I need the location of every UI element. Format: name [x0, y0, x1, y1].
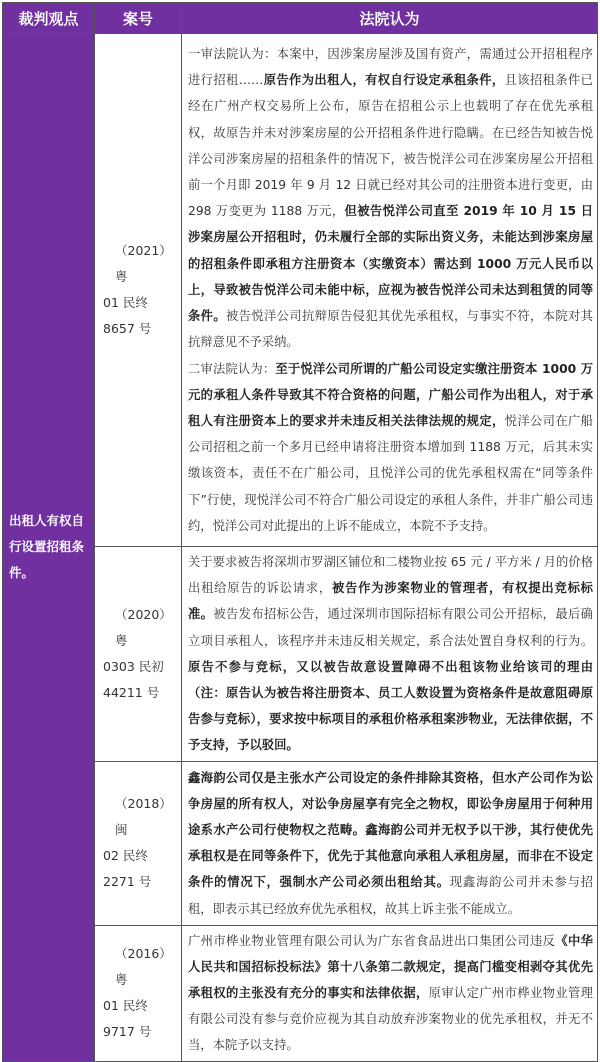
- table-row: [3, 34, 598, 547]
- case-number-cell: [95, 925, 182, 1061]
- case-line: （2020）粤: [115, 606, 172, 648]
- case-line: 8657 号: [103, 321, 152, 336]
- opinion-text: 现鑫海韵公司并未参与招租，即表示其已经放弃优先承租权，故其上诉主张不能成立。: [188, 875, 593, 916]
- case-line: 01 民终: [103, 998, 148, 1014]
- opinion-cell: [182, 547, 598, 762]
- judgment-table: [2, 2, 598, 1062]
- viewpoint-text: 出租人有权自行设置招租条件。: [9, 513, 85, 581]
- opinion-cell: [182, 34, 598, 547]
- case-line: 9717 号: [103, 1024, 152, 1040]
- opinion-text: 二审法院认为：: [188, 361, 276, 376]
- opinion-text: 一审法院认为：本案中，因涉案房屋涉及国有资产，需通过公开招租程序进行招租……: [188, 47, 593, 88]
- case-line: 44211 号: [103, 684, 160, 700]
- opinion-emphasis-text: 至于悦洋公司所谓的广船公司设定实缴注册资本 1000 万元的承租人条件导致其不符合资格的问题，广船公司作为出租人，对于承租人有注册资本上的要求并未违反相关法律法规的规定，: [188, 361, 593, 428]
- opinion-emphasis-text: 原告作为出租人，有权自行设定承租条件，: [263, 73, 505, 88]
- case-line: 02 民终: [103, 848, 148, 864]
- opinion-text: 悦洋公司在广船公司招租之前一个多月已经申请将注册资本增加到 1188 万元，后其未实缴该资本，责任不在广船公司，且悦洋公司的优先承租权需在“同等条件下”行使，现悦洋公司不符合广船公司设定的承租人条件，并非广船公司违约，悦洋公司对此提出的上诉不能成立，本院不予支持。: [188, 413, 593, 533]
- case-line: （2016）粤: [115, 946, 172, 988]
- table-header-row: [3, 3, 598, 34]
- opinion-cell: [182, 925, 598, 1061]
- viewpoint-cell: [3, 34, 95, 1062]
- case-line: （2021）粤: [115, 243, 172, 284]
- opinion-text: 原审认定广州市桦业物业管理有限公司没有参与竞价应视为其自动放弃涉案物业的优先承租权，并无不当，本院予以支持。: [188, 986, 593, 1053]
- header-court-opinion: 法院认为: [182, 3, 598, 34]
- case-number-cell: [95, 761, 182, 925]
- opinion-text: 被告发布招标公告，通过深圳市国际招标有限公司公开招标，最后确立项目承租人，该程序并未违反相关规定，系合法处置自身权利的行为。: [188, 607, 593, 648]
- opinion-emphasis-text: 被告作为涉案物业的管理者，有权提出竞标标准。: [188, 581, 593, 622]
- opinion-text: 广州市桦业物业管理有限公司认为广东省食品进出口集团公司违反: [188, 933, 556, 948]
- opinion-emphasis-text: 原告不参与竞标，又以被告故意设置障碍不出租该物业给该司的理由（注：原告认为被告将注册资本、员工人数设置为资格条件是故意阻碍原告参与竞标），要求按中标项目的承租价格承租案涉物业，无法律依据，不予支持，予以驳回。: [188, 659, 593, 753]
- case-line: 01 民终: [103, 295, 148, 310]
- opinion-emphasis-text: 鑫海韵公司仅是主张水产公司设定的条件排除其资格，但水产公司作为讼争房屋的所有权人，对讼争房屋享有完全之物权，即讼争房屋用于何种用途系水产公司行使物权之范畴。鑫海韵公司并无权予以干涉，其行使优先承租权是在同等条件下，优先于其他意向承租人承租房屋，而非在不设定条件的情况下，强制水产公司必须出租给其。: [188, 770, 593, 890]
- case-line: 0303 民初: [103, 658, 164, 674]
- header-case-number: 案号: [95, 3, 182, 34]
- opinion-text: 且该招租条件已经在广州产权交易所上公布，原告在招租公示上也载明了存在优先承租权，故原告并未对涉案房屋的公开招租条件进行隐瞒。在已经告知被告悦洋公司涉案房屋的招租条件的情况下，被告悦洋公司在涉案房屋公开招租前一个月即 2019 年 9 月 12 日就已经对其公司的注册资本进行变更，由 298 万变更为 1188 万元，: [188, 73, 593, 219]
- header-viewpoint: 裁判观点: [3, 3, 95, 34]
- opinion-emphasis-text: 但被告悦洋公司直至 2019 年 10 月 15 日涉案房屋公开招租时，仍未履行全部的实际出资义务，未能达到涉案房屋的招租条件即承租方注册资本（实缴资本）需达到 1000 万元人民币以上，导致被告悦洋公司未能中标，应视为被告悦洋公司未达到租赁的同等条件。: [188, 204, 593, 324]
- case-number-cell: [95, 34, 182, 547]
- case-line: （2018）闽: [115, 796, 172, 838]
- case-number-cell: [95, 547, 182, 762]
- opinion-cell: [182, 761, 598, 925]
- opinion-text: 被告悦洋公司抗辩原告侵犯其优先承租权，与事实不符，本院对其抗辩意见不予采纳。: [188, 309, 593, 350]
- case-line: 2271 号: [103, 874, 152, 890]
- opinion-text: 关于要求被告将深圳市罗湖区铺位和二楼物业按 65 元 / 平方米 / 月的价格出租给原告的诉讼请求，: [188, 555, 593, 596]
- opinion-emphasis-text: 《中华人民共和国招标投标法》第十八条第二款规定，提高门槛变相剥夺其优先承租权的主张没有充分的事实和法律依据，: [188, 933, 593, 1001]
